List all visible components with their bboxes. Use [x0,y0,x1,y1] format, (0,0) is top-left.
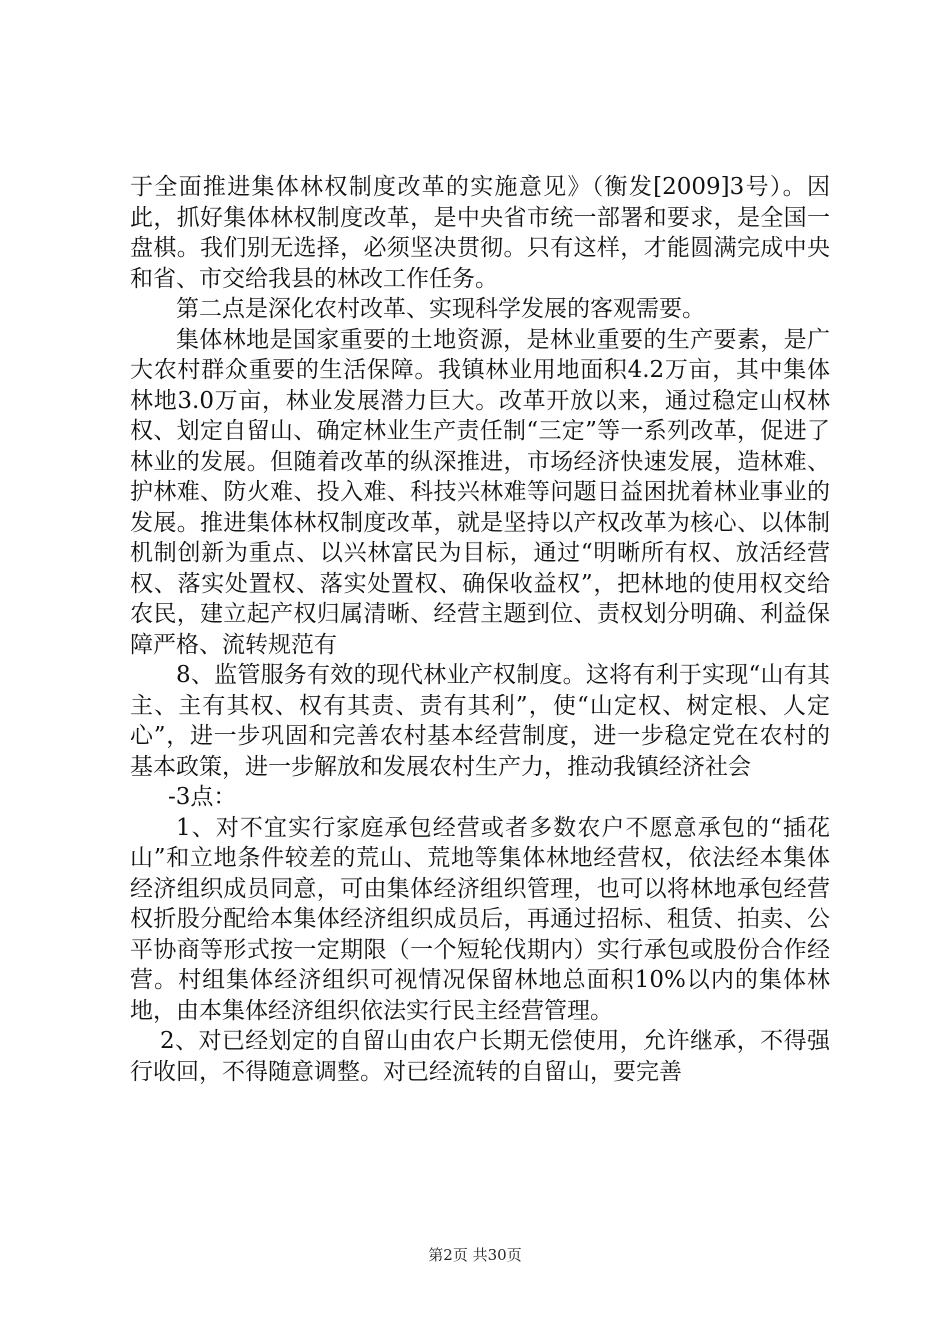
paragraph-6: 1、对不宜实行家庭承包经营或者多数农户不愿意承包的“插花山”和立地条件较差的荒山、荒地等集体林地经营权，依法经本集体经济组织成员同意，可由集体经济组织管理，也可以将林地承包经营权折股分配给本集体经济组织成员后，再通过招标、租赁、拍卖、公平协商等形式按一定期限（一个短轮伐期内）实行承包或股份合作经营。村组集体经济组织可视情况保留林地总面积10%以内的集体林地，由本集体经济组织依法实行民主经营管理。 [130,814,830,1024]
paragraph-3: 集体林地是国家重要的土地资源，是林业重要的生产要素，是广大农村群众重要的生活保障。我镇林业用地面积4.2万亩，其中集体林地3.0万亩，林业发展潜力巨大。改革开放以来，通过稳定山权林权、划定自留山、确定林业生产责任制“三定”等一系列改革，促进了林业的发展。但随着改革的纵深推进，市场经济快速发展，造林难、护林难、防火难、投入难、科技兴林难等问题日益困扰着林业事业的发展。推进集体林权制度改革，就是坚持以产权改革为核心、以体制机制创新为重点、以兴林富民为目标，通过“明晰所有权、放活经营权、落实处置权、落实处置权、确保收益权”，把林地的使用权交给农民，建立起产权归属清晰、经营主题到位、责权划分明确、利益保障严格、流转规范有 [130,326,830,658]
paragraph-7: 2、对已经划定的自留山由农户长期无偿使用，允许继承，不得强行收回，不得随意调整。对已经流转的自留山，要完善 [130,1028,830,1085]
paragraph-2: 第二点是深化农村改革、实现科学发展的客观需要。 [176,296,705,322]
page-footer [0,1244,950,1265]
paragraph-1: 于全面推进集体林权制度改革的实施意见》（衡发[2009]3号）。因此，抓好集体林权制度改革，是中央省市统一部署和要求，是全国一盘棋。我们别无选择，必须坚决贯彻。只有这样，才能圆满完成中央和省、市交给我县的林改工作任务。 [130,174,830,292]
paragraph-4: 8、监管服务有效的现代林业产权制度。这将有利于实现“山有其主、主有其权、权有其责、责有其利”，使“山定权、树定根、人定心”，进一步巩固和完善农村基本经营制度，进一步稳定党在农村的基本政策，进一步解放和发展农村生产力，推动我镇经济社会 [130,662,830,780]
page-number: 第2页 共30页 [428,1246,522,1264]
document-body [130,172,830,1087]
paragraph-5: -3点： [168,784,237,810]
